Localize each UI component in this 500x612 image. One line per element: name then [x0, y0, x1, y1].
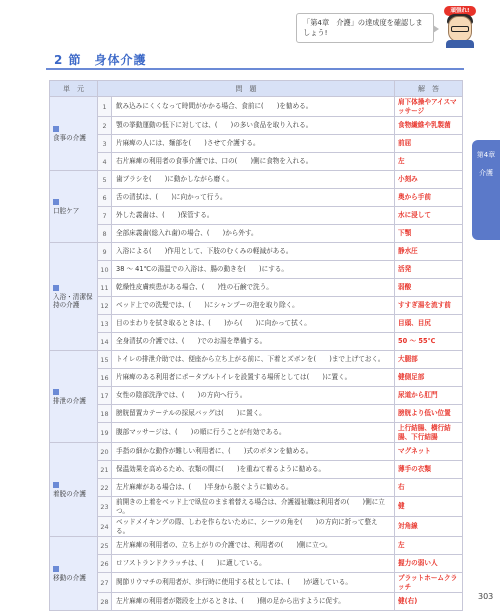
table-row: [50, 461, 463, 479]
table-row: [50, 593, 463, 611]
unit-label: 着脱の介護: [53, 489, 86, 498]
header-question: 問 題: [98, 81, 395, 97]
unit-marker-icon: [53, 566, 59, 572]
table-row: [50, 279, 463, 297]
question-text: 腹部マッサージは、( )の順に行うことが有効である。: [112, 423, 395, 443]
table-row: [50, 207, 463, 225]
unit-cell: [50, 171, 98, 243]
answer-text: 活発: [395, 261, 463, 279]
question-text: 左片麻痺がある場合は、( )半身から脱ぐように勧める。: [112, 479, 395, 497]
question-text: 片麻痺のある利用者にポータブルトイレを設置する場所としては( )に置く。: [112, 369, 395, 387]
unit-marker-icon: [53, 482, 59, 488]
answer-text: 左: [395, 537, 463, 555]
question-text: 乾燥性皮膚疾患がある場合、( )性の石鹸で洗う。: [112, 279, 395, 297]
table-row: [50, 405, 463, 423]
mascot-badge: 頑張れ!: [444, 6, 476, 16]
unit-marker-icon: [53, 199, 59, 205]
answer-text: 小刻み: [395, 171, 463, 189]
question-number: 10: [98, 261, 112, 279]
side-tab-chapter: 第4章: [476, 151, 496, 159]
answer-text: 尿道から肛門: [395, 387, 463, 405]
question-number: 11: [98, 279, 112, 297]
answer-text: 目頭、目尻: [395, 315, 463, 333]
table-row: [50, 555, 463, 573]
question-text: 右片麻痺の利用者の食事介護では、口の( )側に食物を入れる。: [112, 153, 395, 171]
question-text: 全部床義歯(総入れ歯)の場合、( )から外す。: [112, 225, 395, 243]
unit-cell: [50, 97, 98, 171]
question-number: 16: [98, 369, 112, 387]
answer-text: プラットホームクラッチ: [395, 573, 463, 593]
chapter-side-tab[interactable]: [472, 140, 500, 240]
question-number: 19: [98, 423, 112, 443]
unit-cell: [50, 351, 98, 443]
table-row: [50, 261, 463, 279]
question-text: ベッドメイキングの際、しわを作らないために、シーツの角を( )の方向に折って整える。: [112, 517, 395, 537]
question-text: 左片麻痺の利用者が階段を上がるときは、( )側の足から出すように促す。: [112, 593, 395, 611]
unit-label: 食事の介護: [53, 133, 86, 142]
table-row: [50, 387, 463, 405]
question-number: 12: [98, 297, 112, 315]
qa-table: [49, 80, 463, 611]
question-text: 女性の陰部洗浄では、( )の方向へ行う。: [112, 387, 395, 405]
answer-text: 弱酸: [395, 279, 463, 297]
mascot-body: [446, 40, 474, 48]
side-tab-label: 介護: [479, 169, 493, 177]
table-row: [50, 333, 463, 351]
question-text: 目のまわりを拭き取るときは、( )から( )に向かって拭く。: [112, 315, 395, 333]
question-text: ベッド上での洗髪では、( )にシャンプーの泡を取り除く。: [112, 297, 395, 315]
table-row: [50, 369, 463, 387]
unit-label: 移動の介護: [53, 573, 86, 582]
answer-text: 前屈: [395, 135, 463, 153]
question-number: 8: [98, 225, 112, 243]
answer-text: 奥から手前: [395, 189, 463, 207]
mascot-illustration: [438, 6, 478, 48]
table-row: [50, 135, 463, 153]
unit-marker-icon: [53, 389, 59, 395]
answer-text: 左: [395, 153, 463, 171]
page-number: 303: [478, 592, 494, 601]
header-unit: 単 元: [50, 81, 98, 97]
question-number: 5: [98, 171, 112, 189]
unit-label: 入浴・清潔保持の介護: [53, 292, 93, 309]
answer-text: 肩下体操やアイスマッサージ: [395, 97, 463, 117]
answer-text: 50 ～ 55℃: [395, 333, 463, 351]
answer-text: 食物繊維や乳製菌: [395, 117, 463, 135]
achievement-banner: [296, 13, 434, 43]
table-header-row: [50, 81, 463, 97]
unit-cell: [50, 537, 98, 611]
question-text: 歯ブラシを( )に動かしながら磨く。: [112, 171, 395, 189]
question-text: 前開きの上着をベッド上で臥位のまま着替える場合は、介護福祉職は利用者の( )側に立つ。: [112, 497, 395, 517]
question-text: 片麻痺の人には、麺部を( )させて介護する。: [112, 135, 395, 153]
question-text: 入浴による( )作用として、下肢のむくみの軽減がある。: [112, 243, 395, 261]
table-row: [50, 189, 463, 207]
question-text: 関節リウマチの利用者が、歩行時に使用する杖としては、( )が適している。: [112, 573, 395, 593]
table-row: [50, 537, 463, 555]
question-number: 9: [98, 243, 112, 261]
question-text: 手指の細かな動作が難しい利用者に、( )式のボタンを勧める。: [112, 443, 395, 461]
answer-text: 健(右): [395, 593, 463, 611]
question-number: 3: [98, 135, 112, 153]
answer-text: マグネット: [395, 443, 463, 461]
table-row: [50, 443, 463, 461]
table-row: [50, 225, 463, 243]
question-text: トイレの排泄介助では、便座から立ち上がる前に、下着とズボンを( )まで上げておく。: [112, 351, 395, 369]
unit-cell: [50, 443, 98, 537]
question-text: 全身清拭の介護では、( )でのお湯を準備する。: [112, 333, 395, 351]
question-number: 21: [98, 461, 112, 479]
question-number: 18: [98, 405, 112, 423]
table-row: [50, 497, 463, 517]
question-number: 6: [98, 189, 112, 207]
question-number: 27: [98, 573, 112, 593]
answer-text: 右: [395, 479, 463, 497]
question-number: 25: [98, 537, 112, 555]
table-row: [50, 297, 463, 315]
answer-text: 対角線: [395, 517, 463, 537]
answer-text: 健: [395, 497, 463, 517]
question-text: 舌の清拭は、( )に向かって行う。: [112, 189, 395, 207]
banner-text: 「第4章 介護」の達成度を確認しましょう!: [303, 18, 423, 37]
question-text: 38 ～ 41℃の湯温での入浴は、腸の動きを( )にする。: [112, 261, 395, 279]
table-row: [50, 351, 463, 369]
question-number: 20: [98, 443, 112, 461]
question-number: 7: [98, 207, 112, 225]
answer-text: 薄手の衣類: [395, 461, 463, 479]
question-number: 13: [98, 315, 112, 333]
table-row: [50, 573, 463, 593]
unit-marker-icon: [53, 126, 59, 132]
answer-text: 膀胱より低い位置: [395, 405, 463, 423]
question-number: 22: [98, 479, 112, 497]
answer-text: 静水圧: [395, 243, 463, 261]
answer-text: 上行結腸、横行結腸、下行結腸: [395, 423, 463, 443]
table-row: [50, 97, 463, 117]
question-text: 飲み込みにくくなって時間がかかる場合、食前に( )を勧める。: [112, 97, 395, 117]
question-number: 4: [98, 153, 112, 171]
question-number: 28: [98, 593, 112, 611]
answer-text: 握力の弱い人: [395, 555, 463, 573]
section-title: 2 節 身体介護: [54, 53, 147, 67]
unit-cell: [50, 243, 98, 351]
answer-text: 健側足部: [395, 369, 463, 387]
unit-label: 排泄の介護: [53, 396, 86, 405]
answer-text: すすぎ湯を流す前: [395, 297, 463, 315]
question-text: 顎の挙動運動の低下に対しては、( )の多い食品を取り入れる。: [112, 117, 395, 135]
question-number: 2: [98, 117, 112, 135]
question-text: 外した義歯は、( )保管する。: [112, 207, 395, 225]
unit-marker-icon: [53, 285, 59, 291]
question-number: 17: [98, 387, 112, 405]
title-rule: [46, 68, 464, 70]
question-number: 14: [98, 333, 112, 351]
answer-text: 水に浸して: [395, 207, 463, 225]
question-text: ロフストランドクラッチは、( )に適している。: [112, 555, 395, 573]
question-text: 膀胱留置カテーテルの採尿バッグは( )に置く。: [112, 405, 395, 423]
question-number: 1: [98, 97, 112, 117]
table-row: [50, 153, 463, 171]
table-row: [50, 423, 463, 443]
table-row: [50, 171, 463, 189]
question-number: 24: [98, 517, 112, 537]
question-number: 15: [98, 351, 112, 369]
table-row: [50, 243, 463, 261]
header-answer: 解 答: [395, 81, 463, 97]
question-number: 23: [98, 497, 112, 517]
table-row: [50, 117, 463, 135]
table-row: [50, 479, 463, 497]
table-row: [50, 517, 463, 537]
question-number: 26: [98, 555, 112, 573]
table-row: [50, 315, 463, 333]
mascot-glasses: [451, 26, 469, 32]
question-text: 保温効果を高めるため、衣類の間に( )を重ねて着るように勧める。: [112, 461, 395, 479]
unit-label: 口腔ケア: [53, 206, 80, 215]
answer-text: 大腿部: [395, 351, 463, 369]
answer-text: 下顎: [395, 225, 463, 243]
question-text: 左片麻痺の利用者の、立ち上がりの介護では、利用者の( )側に立つ。: [112, 537, 395, 555]
